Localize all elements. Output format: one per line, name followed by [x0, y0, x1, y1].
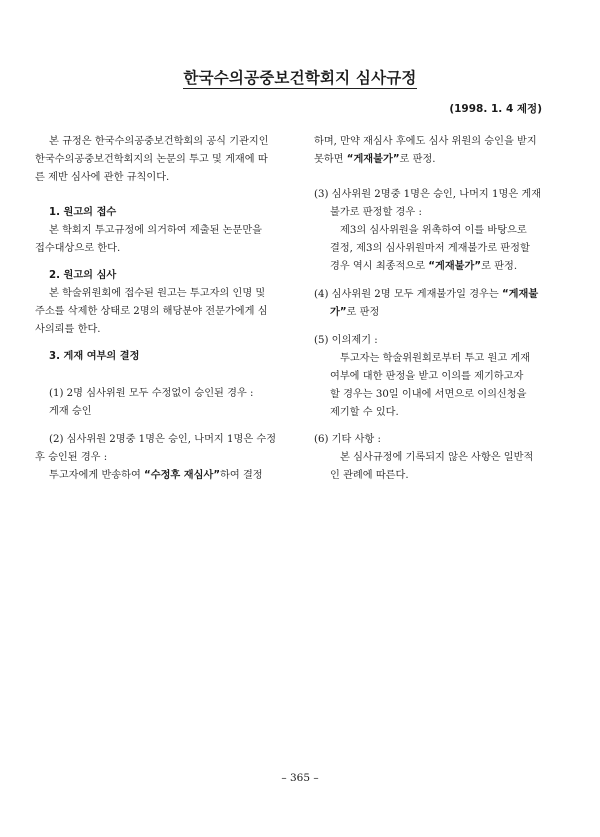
section-2	[35, 267, 285, 339]
case-line: 불가로 판정할 경우 :	[330, 207, 422, 218]
case-line: (1) 2명 심사위원 모두 수정없이 승인된 경우 :	[49, 388, 254, 399]
section-1	[35, 204, 285, 258]
case-line: (3) 심사위원 2명중 1명은 승인, 나머지 1명은 게재	[314, 189, 542, 200]
section-heading: 2. 원고의 심사	[49, 270, 117, 281]
body-line: 본 학회지 투고규정에 의거하여 제출된 논문만을	[49, 225, 263, 236]
case-line: 경우 역시 최종적으로 “게재불가”로 판정.	[330, 261, 518, 272]
intro-line: 한국수의공중보건학회지의 논문의 투고 및 게재에 따	[35, 154, 268, 165]
body-line: 본 학술위원회에 접수된 원고는 투고자의 인명 및	[49, 288, 266, 299]
case-line: 인 관례에 따른다.	[330, 470, 409, 481]
document-title: 한국수의공중보건학회지 심사규정	[183, 69, 417, 87]
case-line: 투고자는 학술위원회로부터 투고 원고 게재	[340, 353, 531, 364]
case-line: 여부에 대한 판정을 받고 이의를 제기하고자	[330, 371, 524, 382]
case-line: 제3의 심사위원을 위촉하여 이를 바탕으로	[340, 225, 527, 236]
case-line: 결정, 제3의 심사위원마저 게재불가로 판정할	[330, 243, 530, 254]
case-line: 제기할 수 있다.	[330, 407, 399, 418]
case-line: 할 경우는 30일 이내에 서면으로 이의신청을	[330, 389, 527, 400]
case-2	[35, 431, 285, 485]
enactment-date: (1998. 1. 4 제정)	[449, 103, 542, 115]
intro-line: 본 규정은 한국수의공중보건학회의 공식 기관지인	[49, 136, 269, 147]
section-heading: 3. 게재 여부의 결정	[49, 351, 140, 362]
case-6	[314, 431, 564, 485]
body-line: 못하면 “게재불가”로 판정.	[314, 154, 436, 165]
body-line: 하며, 만약 재심사 후에도 심사 위원의 승인을 받지	[314, 136, 537, 147]
case-4	[314, 286, 566, 322]
case-line: (5) 이의제기 :	[314, 335, 378, 346]
page-number: – 365 –	[281, 772, 319, 784]
case-3	[314, 186, 564, 276]
case-5	[314, 332, 564, 422]
body-line: 접수대상으로 한다.	[35, 243, 121, 254]
left-column	[35, 133, 285, 187]
case-line: 가”로 판정	[330, 307, 380, 318]
case-line: 본 심사규정에 기록되지 않은 사항은 일반적	[340, 452, 534, 463]
case-line: 게재 승인	[49, 406, 92, 417]
case-1	[35, 385, 285, 421]
case-line: (2) 심사위원 2명중 1명은 승인, 나머지 1명은 수정	[49, 434, 277, 445]
intro-line: 른 제반 심사에 관한 규칙이다.	[35, 172, 170, 183]
section-heading: 1. 원고의 접수	[49, 207, 117, 218]
body-line: 주소를 삭제한 상태로 2명의 해당분야 전문가에게 심	[35, 306, 268, 317]
right-continuation	[314, 133, 564, 169]
case-line: (4) 심사위원 2명 모두 게재불가일 경우는 “게재불	[314, 289, 539, 300]
section-3	[35, 348, 285, 366]
case-line: (6) 기타 사항 :	[314, 434, 381, 445]
case-line: 후 승인된 경우 :	[35, 452, 108, 463]
body-line: 사의뢰를 한다.	[35, 324, 101, 335]
case-line: 투고자에게 반송하여 “수정후 재심사”하여 결정	[49, 470, 263, 481]
